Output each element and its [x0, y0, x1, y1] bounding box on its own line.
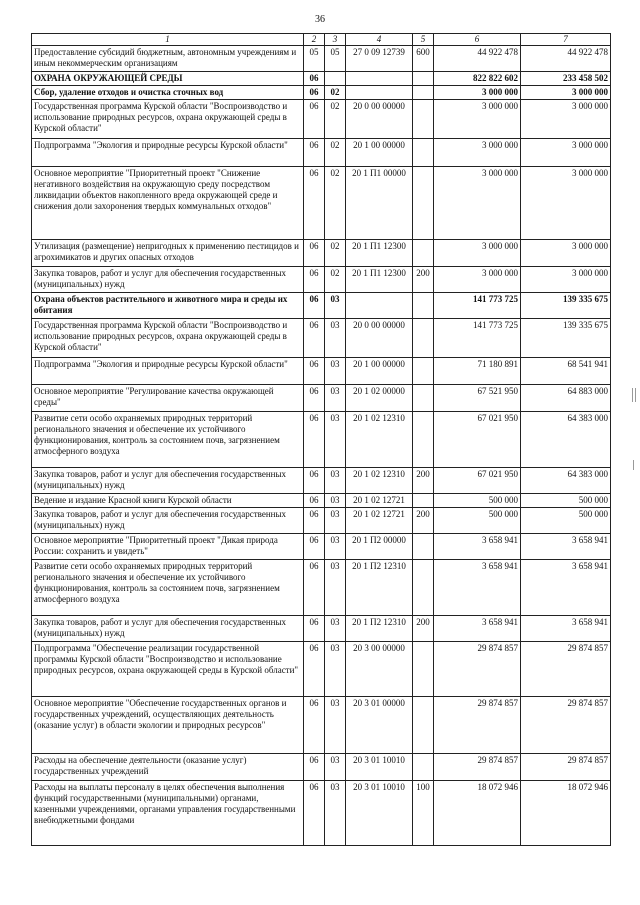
- amount-year1-cell: 3 000 000: [434, 167, 521, 240]
- row-name-cell: Подпрограмма "Экология и природные ресурсы Курской области": [32, 139, 304, 167]
- column-number-row: [32, 34, 611, 46]
- section-code-cell: 06: [304, 267, 325, 293]
- expense-type-cell: [413, 412, 434, 468]
- subsection-code-cell: 03: [325, 534, 346, 560]
- expense-type-cell: [413, 494, 434, 508]
- table-body: [32, 46, 611, 846]
- amount-year2-cell: 68 541 941: [521, 358, 611, 385]
- target-article-cell: 20 1 П1 12300: [346, 240, 413, 267]
- table-row: [32, 167, 611, 240]
- section-code-cell: 06: [304, 697, 325, 754]
- expense-type-cell: [413, 293, 434, 319]
- section-code-cell: 05: [304, 46, 325, 72]
- subsection-code-cell: 03: [325, 319, 346, 358]
- subsection-code-cell: 02: [325, 86, 346, 100]
- row-name-cell: Развитие сети особо охраняемых природных территорий регионального значения и обеспечение их устойчивого функционирования, контроль за состоянием почв, загрязнением атмосферного воздуха: [32, 412, 304, 468]
- section-code-cell: 06: [304, 139, 325, 167]
- column-header: 4: [346, 34, 413, 46]
- amount-year1-cell: 3 658 941: [434, 534, 521, 560]
- amount-year1-cell: 44 922 478: [434, 46, 521, 72]
- amount-year2-cell: 3 000 000: [521, 139, 611, 167]
- subsection-code-cell: 05: [325, 46, 346, 72]
- amount-year2-cell: 139 335 675: [521, 293, 611, 319]
- amount-year2-cell: 3 000 000: [521, 86, 611, 100]
- section-code-cell: 06: [304, 494, 325, 508]
- row-name-cell: Ведение и издание Красной книги Курской области: [32, 494, 304, 508]
- target-article-cell: 20 1 00 00000: [346, 139, 413, 167]
- amount-year1-cell: 3 658 941: [434, 616, 521, 642]
- section-code-cell: 06: [304, 534, 325, 560]
- amount-year2-cell: 64 383 000: [521, 468, 611, 494]
- expense-type-cell: [413, 534, 434, 560]
- amount-year2-cell: 29 874 857: [521, 697, 611, 754]
- target-article-cell: 20 1 П1 00000: [346, 167, 413, 240]
- expense-type-cell: [413, 139, 434, 167]
- column-header: 5: [413, 34, 434, 46]
- margin-mark: [633, 460, 636, 470]
- target-article-cell: 20 1 П2 12310: [346, 560, 413, 616]
- section-code-cell: 06: [304, 781, 325, 846]
- subsection-code-cell: 03: [325, 616, 346, 642]
- amount-year1-cell: 29 874 857: [434, 642, 521, 697]
- subsection-code-cell: 02: [325, 240, 346, 267]
- row-name-cell: Закупка товаров, работ и услуг для обеспечения государственных (муниципальных) нужд: [32, 267, 304, 293]
- amount-year1-cell: 3 000 000: [434, 240, 521, 267]
- amount-year1-cell: 500 000: [434, 494, 521, 508]
- table-row: [32, 358, 611, 385]
- expense-type-cell: [413, 560, 434, 616]
- amount-year2-cell: 3 000 000: [521, 167, 611, 240]
- target-article-cell: 20 1 П2 00000: [346, 534, 413, 560]
- amount-year2-cell: 139 335 675: [521, 319, 611, 358]
- target-article-cell: [346, 86, 413, 100]
- expense-type-cell: [413, 385, 434, 412]
- row-name-cell: Основное мероприятие "Регулирование качества окружающей среды": [32, 385, 304, 412]
- target-article-cell: 20 0 00 00000: [346, 319, 413, 358]
- expense-type-cell: 100: [413, 781, 434, 846]
- section-code-cell: 06: [304, 468, 325, 494]
- table-row: [32, 754, 611, 781]
- section-code-cell: 06: [304, 358, 325, 385]
- amount-year1-cell: 3 658 941: [434, 560, 521, 616]
- section-code-cell: 06: [304, 754, 325, 781]
- expense-type-cell: [413, 240, 434, 267]
- section-code-cell: 06: [304, 293, 325, 319]
- table-row: [32, 642, 611, 697]
- row-name-cell: Охрана объектов растительного и животного мира и среды их обитания: [32, 293, 304, 319]
- amount-year1-cell: 18 072 946: [434, 781, 521, 846]
- budget-table: [31, 33, 611, 846]
- row-name-cell: Развитие сети особо охраняемых природных территорий регионального значения и обеспечение их устойчивого функционирования, контроль за состоянием почв, загрязнением атмосферного воздуха: [32, 560, 304, 616]
- target-article-cell: 20 3 01 00000: [346, 697, 413, 754]
- section-code-cell: 06: [304, 240, 325, 267]
- amount-year1-cell: 71 180 891: [434, 358, 521, 385]
- row-name-cell: Расходы на обеспечение деятельности (оказание услуг) государственных учреждений: [32, 754, 304, 781]
- expense-type-cell: 200: [413, 267, 434, 293]
- amount-year2-cell: 500 000: [521, 494, 611, 508]
- row-name-cell: Государственная программа Курской области "Воспроизводство и использование природных ресурсов, охрана окружающей среды в Курской области": [32, 100, 304, 139]
- target-article-cell: 20 1 02 00000: [346, 385, 413, 412]
- row-name-cell: Закупка товаров, работ и услуг для обеспечения государственных (муниципальных) нужд: [32, 616, 304, 642]
- target-article-cell: 20 1 00 00000: [346, 358, 413, 385]
- target-article-cell: 20 1 02 12721: [346, 494, 413, 508]
- row-name-cell: Расходы на выплаты персоналу в целях обеспечения выполнения функций государственными (муниципальными) органами, казенными учреждениями, органами управления государственными внебюджетными фондами: [32, 781, 304, 846]
- table-row: [32, 616, 611, 642]
- expense-type-cell: [413, 319, 434, 358]
- target-article-cell: 20 1 П1 12300: [346, 267, 413, 293]
- expense-type-cell: [413, 86, 434, 100]
- row-name-cell: Закупка товаров, работ и услуг для обеспечения государственных (муниципальных) нужд: [32, 508, 304, 534]
- section-code-cell: 06: [304, 412, 325, 468]
- page-number: 36: [315, 14, 325, 25]
- target-article-cell: 20 3 01 10010: [346, 754, 413, 781]
- amount-year1-cell: 29 874 857: [434, 697, 521, 754]
- table-row: [32, 46, 611, 72]
- table-row: [32, 240, 611, 267]
- section-code-cell: 06: [304, 72, 325, 86]
- table-row: [32, 468, 611, 494]
- row-name-cell: Сбор, удаление отходов и очистка сточных вод: [32, 86, 304, 100]
- amount-year1-cell: 500 000: [434, 508, 521, 534]
- subsection-code-cell: 02: [325, 100, 346, 139]
- subsection-code-cell: 03: [325, 697, 346, 754]
- row-name-cell: Основное мероприятие "Обеспечение государственных органов и государственных учреждений, осуществляющих деятельность (оказание услуг) в области экологии и природных ресурсов": [32, 697, 304, 754]
- subsection-code-cell: 02: [325, 167, 346, 240]
- row-name-cell: Подпрограмма "Экология и природные ресурсы Курской области": [32, 358, 304, 385]
- amount-year2-cell: 3 658 941: [521, 616, 611, 642]
- table-row: [32, 534, 611, 560]
- column-header: 7: [521, 34, 611, 46]
- table-row: [32, 560, 611, 616]
- section-code-cell: 06: [304, 642, 325, 697]
- expense-type-cell: 200: [413, 508, 434, 534]
- margin-mark: [632, 388, 636, 402]
- table-row: [32, 319, 611, 358]
- target-article-cell: [346, 72, 413, 86]
- amount-year1-cell: 67 521 950: [434, 385, 521, 412]
- subsection-code-cell: [325, 72, 346, 86]
- amount-year1-cell: 67 021 950: [434, 468, 521, 494]
- column-header: 3: [325, 34, 346, 46]
- section-code-cell: 06: [304, 560, 325, 616]
- amount-year1-cell: 3 000 000: [434, 86, 521, 100]
- amount-year2-cell: 3 000 000: [521, 267, 611, 293]
- expense-type-cell: 200: [413, 468, 434, 494]
- subsection-code-cell: 03: [325, 508, 346, 534]
- column-header: 2: [304, 34, 325, 46]
- amount-year2-cell: 3 658 941: [521, 560, 611, 616]
- target-article-cell: 20 0 00 00000: [346, 100, 413, 139]
- subsection-code-cell: 03: [325, 560, 346, 616]
- section-code-cell: 06: [304, 616, 325, 642]
- subsection-code-cell: 03: [325, 412, 346, 468]
- amount-year1-cell: 141 773 725: [434, 319, 521, 358]
- target-article-cell: [346, 293, 413, 319]
- target-article-cell: 20 1 02 12721: [346, 508, 413, 534]
- amount-year2-cell: 18 072 946: [521, 781, 611, 846]
- table-row: [32, 385, 611, 412]
- subsection-code-cell: 03: [325, 468, 346, 494]
- amount-year1-cell: 67 021 950: [434, 412, 521, 468]
- table-row: [32, 72, 611, 86]
- amount-year1-cell: 3 000 000: [434, 139, 521, 167]
- section-code-cell: 06: [304, 508, 325, 534]
- amount-year1-cell: 822 822 602: [434, 72, 521, 86]
- section-code-cell: 06: [304, 319, 325, 358]
- row-name-cell: Основное мероприятие "Приоритетный проект "Снижение негативного воздействия на окружающую среду посредством ликвидации объектов накопленного вреда окружающей среде и снижения доли захоронения твердых коммунальных отходов": [32, 167, 304, 240]
- amount-year2-cell: 3 000 000: [521, 240, 611, 267]
- target-article-cell: 20 1 П2 12310: [346, 616, 413, 642]
- target-article-cell: 27 0 09 12739: [346, 46, 413, 72]
- subsection-code-cell: 02: [325, 267, 346, 293]
- amount-year2-cell: 3 000 000: [521, 100, 611, 139]
- section-code-cell: 06: [304, 385, 325, 412]
- subsection-code-cell: 02: [325, 139, 346, 167]
- table-row: [32, 100, 611, 139]
- amount-year2-cell: 3 658 941: [521, 534, 611, 560]
- row-name-cell: Подпрограмма "Обеспечение реализации государственной программы Курской области "Воспроизводство и использование природных ресурсов, охрана окружающей среды в Курской области": [32, 642, 304, 697]
- target-article-cell: 20 1 02 12310: [346, 468, 413, 494]
- section-code-cell: 06: [304, 167, 325, 240]
- amount-year1-cell: 3 000 000: [434, 267, 521, 293]
- expense-type-cell: [413, 697, 434, 754]
- amount-year2-cell: 29 874 857: [521, 754, 611, 781]
- subsection-code-cell: 03: [325, 358, 346, 385]
- row-name-cell: Основное мероприятие "Приоритетный проект "Дикая природа России: сохранить и увидеть": [32, 534, 304, 560]
- subsection-code-cell: 03: [325, 293, 346, 319]
- amount-year2-cell: 64 383 000: [521, 412, 611, 468]
- subsection-code-cell: 03: [325, 494, 346, 508]
- row-name-cell: Государственная программа Курской области "Воспроизводство и использование природных ресурсов, охрана окружающей среды в Курской области": [32, 319, 304, 358]
- table-row: [32, 86, 611, 100]
- amount-year1-cell: 3 000 000: [434, 100, 521, 139]
- expense-type-cell: [413, 754, 434, 781]
- row-name-cell: Предоставление субсидий бюджетным, автономным учреждениям и иным некоммерческим организациям: [32, 46, 304, 72]
- expense-type-cell: [413, 358, 434, 385]
- table-row: [32, 267, 611, 293]
- amount-year2-cell: 29 874 857: [521, 642, 611, 697]
- amount-year2-cell: 233 458 502: [521, 72, 611, 86]
- amount-year2-cell: 44 922 478: [521, 46, 611, 72]
- table-row: [32, 697, 611, 754]
- expense-type-cell: 600: [413, 46, 434, 72]
- row-name-cell: ОХРАНА ОКРУЖАЮЩЕЙ СРЕДЫ: [32, 72, 304, 86]
- row-name-cell: Закупка товаров, работ и услуг для обеспечения государственных (муниципальных) нужд: [32, 468, 304, 494]
- amount-year1-cell: 29 874 857: [434, 754, 521, 781]
- subsection-code-cell: 03: [325, 781, 346, 846]
- table-row: [32, 781, 611, 846]
- table-row: [32, 139, 611, 167]
- subsection-code-cell: 03: [325, 754, 346, 781]
- expense-type-cell: 200: [413, 616, 434, 642]
- column-header: 1: [32, 34, 304, 46]
- expense-type-cell: [413, 642, 434, 697]
- amount-year2-cell: 64 883 000: [521, 385, 611, 412]
- expense-type-cell: [413, 100, 434, 139]
- section-code-cell: 06: [304, 86, 325, 100]
- expense-type-cell: [413, 167, 434, 240]
- subsection-code-cell: 03: [325, 642, 346, 697]
- target-article-cell: 20 3 00 00000: [346, 642, 413, 697]
- table-row: [32, 508, 611, 534]
- subsection-code-cell: 03: [325, 385, 346, 412]
- row-name-cell: Утилизация (размещение) непригодных к применению пестицидов и агрохимикатов и других опасных отходов: [32, 240, 304, 267]
- table-row: [32, 494, 611, 508]
- target-article-cell: 20 3 01 10010: [346, 781, 413, 846]
- column-header: 6: [434, 34, 521, 46]
- table-row: [32, 412, 611, 468]
- expense-type-cell: [413, 72, 434, 86]
- table-row: [32, 293, 611, 319]
- section-code-cell: 06: [304, 100, 325, 139]
- amount-year2-cell: 500 000: [521, 508, 611, 534]
- target-article-cell: 20 1 02 12310: [346, 412, 413, 468]
- amount-year1-cell: 141 773 725: [434, 293, 521, 319]
